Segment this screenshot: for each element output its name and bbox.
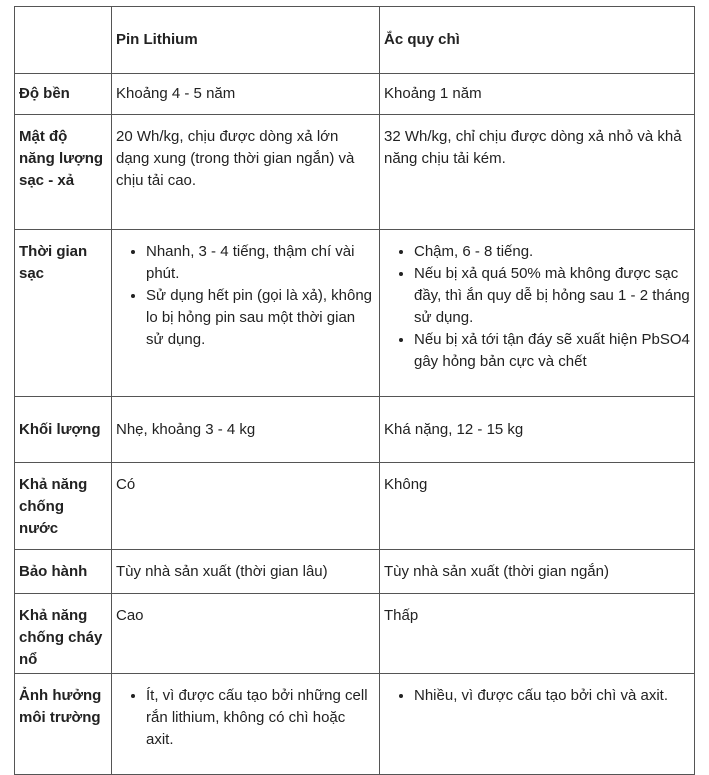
row-label: Khả năng chống cháy nổ [15,594,112,674]
cell-lithium: Cao [112,594,380,674]
bullet-list [116,685,375,751]
list-item: • Nếu bị xả quá 50% mà không được sạc đầy, thì ắn quy dễ bị hỏng sau 1 - 2 tháng sử dụng. [414,263,690,329]
cell-lithium [112,674,380,775]
list-item: • Chậm, 6 - 8 tiếng. [414,241,690,263]
table-row [15,550,695,594]
bullet-list [384,685,690,707]
cell-lead-acid: Khoảng 1 năm [380,74,695,115]
header-ac-quy-chi: Ắc quy chì [380,7,695,74]
cell-lithium: Tùy nhà sản xuất (thời gian lâu) [112,550,380,594]
cell-lithium: Khoảng 4 - 5 năm [112,74,380,115]
cell-lead-acid [380,230,695,397]
header-pin-lithium: Pin Lithium [112,7,380,74]
row-label: Độ bền [15,74,112,115]
list-item: • Sử dụng hết pin (gọi là xả), không lo bị hỏng pin sau một thời gian sử dụng. [146,285,375,351]
cell-lead-acid: Không [380,463,695,550]
cell-lead-acid: 32 Wh/kg, chỉ chịu được dòng xả nhỏ và khả năng chịu tải kém. [380,115,695,230]
cell-lithium: Nhẹ, khoảng 3 - 4 kg [112,397,380,463]
header-corner-cell [15,7,112,74]
bullet-list [384,241,690,373]
table-row [15,74,695,115]
list-item: • Ít, vì được cấu tạo bởi những cell rắn lithium, không có chì hoặc axit. [146,685,375,751]
cell-lead-acid: Khá nặng, 12 - 15 kg [380,397,695,463]
cell-lead-acid: Thấp [380,594,695,674]
table-row [15,594,695,674]
table-header-row [15,7,695,74]
table-row [15,674,695,775]
cell-lead-acid [380,674,695,775]
row-label: Mật độ năng lượng sạc - xả [15,115,112,230]
bullet-list [116,241,375,351]
cell-lead-acid: Tùy nhà sản xuất (thời gian ngắn) [380,550,695,594]
list-item: • Nhanh, 3 - 4 tiếng, thậm chí vài phút. [146,241,375,285]
row-label: Bảo hành [15,550,112,594]
row-label: Ảnh hưởng môi trường [15,674,112,775]
cell-lithium [112,230,380,397]
cell-lithium: Có [112,463,380,550]
row-label: Khối lượng [15,397,112,463]
table-row [15,463,695,550]
table-row [15,397,695,463]
list-item: • Nếu bị xả tới tận đáy sẽ xuất hiện PbSO4 gây hỏng bản cực và chết [414,329,690,373]
list-item: • Nhiều, vì được cấu tạo bởi chì và axit. [414,685,690,707]
row-label: Thời gian sạc [15,230,112,397]
table-row [15,230,695,397]
row-label: Khả năng chống nước [15,463,112,550]
comparison-table [14,6,695,775]
table-row [15,115,695,230]
cell-lithium: 20 Wh/kg, chịu được dòng xả lớn dạng xung (trong thời gian ngắn) và chịu tải cao. [112,115,380,230]
